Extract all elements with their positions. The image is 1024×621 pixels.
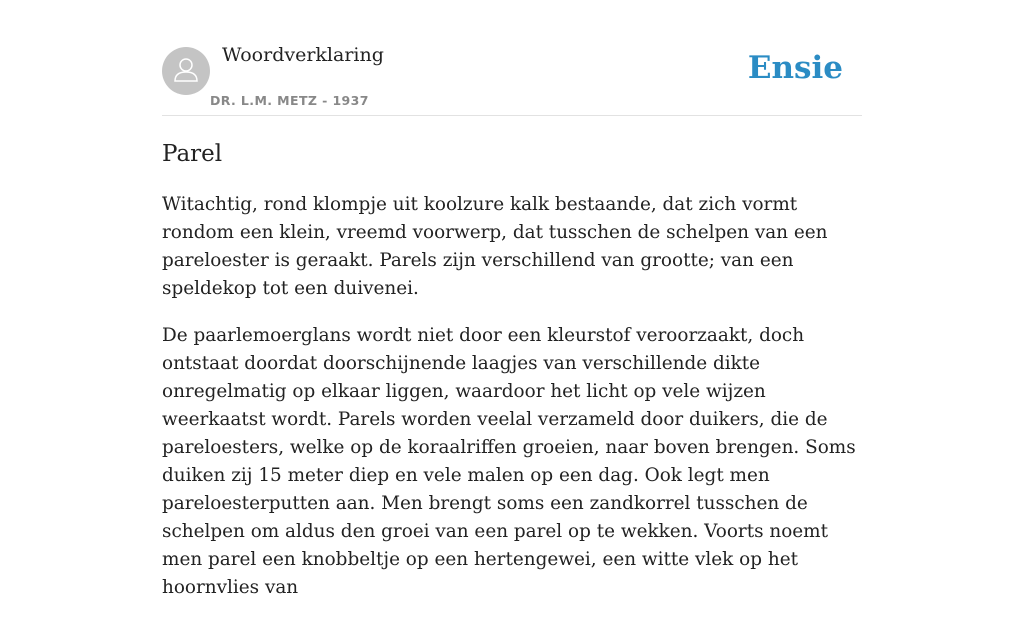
user-icon <box>171 54 201 89</box>
article <box>162 138 862 621</box>
header <box>162 0 862 116</box>
source-title[interactable]: Woordverklaring <box>222 44 384 66</box>
source-author[interactable]: DR. L.M. METZ - 1937 <box>210 93 369 108</box>
entry-title: Parel <box>162 141 223 167</box>
ensie-logo[interactable]: Ensie <box>747 50 843 86</box>
paragraph-1: Witachtig, rond klompje uit koolzure kalk bestaande, dat zich vormt rondom een klein, vreemd voorwerp, dat tusschen de schelpen van een pareloester is geraakt. Parels zijn verschillend van grootte; van een speldekop tot een duivenei. <box>162 194 828 299</box>
paragraph-2: De paarlemoerglans wordt niet door een kleurstof veroorzaakt, doch ontstaat doordat doorschijnende laagjes van verschillende dikte onregelmatig op elkaar liggen, waardoor het licht op vele wijzen weerkaatst wordt. Parels worden veelal verzameld door duikers, die de pareloesters, welke op de koraalriffen groeien, naar boven brengen. Soms duiken zij 15 meter diep en vele malen op een dag. Ook legt men pareloesterputten aan. Men brengt soms een zandkorrel tusschen de schelpen om aldus den groei van een parel op te wekken. Voorts noemt men parel een knobbeltje op een hertengewei, een witte vlek op het hoornvlies van <box>162 325 856 598</box>
avatar[interactable] <box>162 47 210 95</box>
